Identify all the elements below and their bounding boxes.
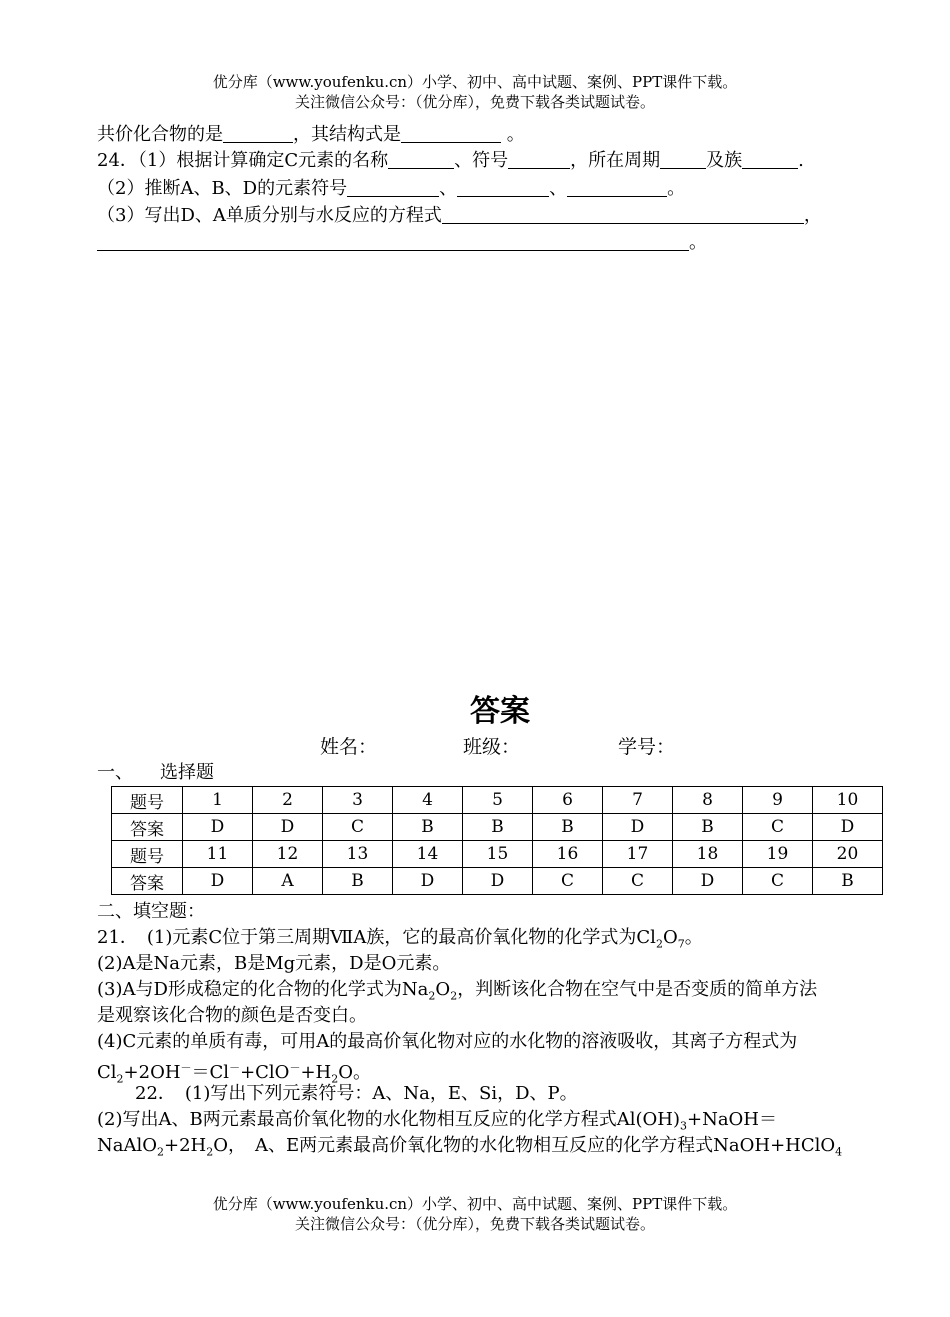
table-cell: B: [463, 814, 533, 841]
table-cell: B: [323, 868, 393, 895]
text: (3)A与D形成稳定的化合物的化学式为Na: [97, 979, 429, 1000]
table-cell: 18: [673, 841, 743, 868]
superscript: －: [180, 1061, 192, 1074]
text: O。: [338, 1062, 371, 1083]
q24-text-c: ，所在周期: [570, 150, 661, 171]
table-cell: A: [253, 868, 323, 895]
table-row: [112, 787, 883, 814]
q23-text-a: 共价化合物的是: [97, 124, 223, 145]
table-cell: C: [533, 868, 603, 895]
text: O， A、E两元素最高价氧化物的水化物相互反应的化学方程式NaOH+HClO: [213, 1135, 836, 1156]
table-cell: 13: [323, 841, 393, 868]
blank: [388, 148, 454, 169]
table-cell: 19: [743, 841, 813, 868]
text: 。: [684, 927, 703, 948]
separator: 、: [439, 178, 458, 199]
blank: [401, 122, 501, 143]
table-cell: 1: [183, 787, 253, 814]
row-header-cell: 题号: [112, 841, 183, 868]
blank: [347, 176, 439, 197]
subscript: 2: [655, 937, 663, 951]
table-cell: 7: [603, 787, 673, 814]
table-cell: C: [323, 814, 393, 841]
text: (2)写出A、B两元素最高价氧化物的水化物相互反应的化学方程式Al(OH): [97, 1109, 680, 1130]
subscript: 2: [206, 1145, 214, 1159]
text: ，判断该化合物在空气中是否变质的简单方法: [457, 979, 818, 1000]
q24-line-2: [97, 176, 910, 202]
answers-title: 答案: [470, 694, 530, 729]
table-cell: 10: [813, 787, 883, 814]
table-cell: D: [603, 814, 673, 841]
q24-text-d: 及族: [706, 150, 743, 171]
text: +2OH: [123, 1062, 181, 1083]
subscript: 2: [157, 1145, 164, 1159]
subscript: 2: [428, 989, 436, 1003]
table-cell: D: [253, 814, 323, 841]
answer-21-3b: 是观察该化合物的颜色是否变白。: [97, 1005, 367, 1026]
comma: ，: [803, 205, 822, 226]
table-cell: D: [183, 868, 253, 895]
answer-22-1: 22． (1)写出下列元素符号：A、Na，E、Si，D、P。: [135, 1083, 578, 1104]
text: +H: [300, 1062, 332, 1083]
q24-text-e: .: [798, 150, 804, 171]
text: ＝Cl: [191, 1062, 230, 1083]
blank: [442, 203, 804, 224]
table-row: [112, 868, 883, 895]
footer-line-1: 优分库（www.youfenku.cn）小学、初中、高中试题、案例、PPT课件下载。: [212, 1195, 738, 1213]
text: +ClO: [240, 1062, 290, 1083]
subscript: 7: [677, 937, 685, 951]
table-cell: D: [183, 814, 253, 841]
text: O: [662, 927, 678, 948]
superscript: －: [229, 1061, 241, 1074]
header-line-1: 优分库（www.youfenku.cn）小学、初中、高中试题、案例、PPT课件下载。: [212, 73, 738, 91]
table-cell: 16: [533, 841, 603, 868]
id-label: 学号：: [618, 736, 676, 758]
table-cell: D: [813, 814, 883, 841]
table-cell: C: [743, 814, 813, 841]
q23-tail-line: [97, 122, 910, 148]
table-cell: B: [533, 814, 603, 841]
section-2-heading: 二、填空题：: [97, 901, 205, 922]
q24-text-b: 、符号: [454, 150, 509, 171]
table-cell: B: [673, 814, 743, 841]
q24-text-a: 24．（1）根据计算确定C元素的名称: [97, 150, 389, 171]
blank: [567, 176, 667, 197]
subscript: 3: [679, 1119, 687, 1133]
blank: [97, 230, 689, 251]
text: Cl: [97, 1062, 117, 1083]
q24-line-1: [97, 148, 910, 174]
separator: 、: [549, 178, 568, 199]
q24-3-text: （3）写出D、A单质分别与水反应的方程式: [97, 205, 442, 226]
text: NaAlO: [97, 1135, 157, 1156]
answer-21-4: (4)C元素的单质有毒，可用A的最高价氧化物对应的水化物的溶液吸收，其离子方程式为: [97, 1031, 798, 1052]
row-header-cell: 答案: [112, 814, 183, 841]
table-row: [112, 841, 883, 868]
footer-line-2: 关注微信公众号：（优分库），免费下载各类试题试卷。: [294, 1215, 655, 1233]
table-cell: 8: [673, 787, 743, 814]
header-line-2: 关注微信公众号：（优分库），免费下载各类试题试卷。: [294, 93, 655, 111]
class-label: 班级：: [463, 736, 521, 758]
period: 。: [667, 178, 686, 199]
table-cell: C: [603, 868, 673, 895]
blank: [223, 122, 293, 143]
text: O: [435, 979, 451, 1000]
table-cell: C: [743, 868, 813, 895]
table-cell: 9: [743, 787, 813, 814]
table-cell: 12: [253, 841, 323, 868]
superscript: －: [289, 1061, 301, 1074]
table-row: [112, 814, 883, 841]
table-cell: 11: [183, 841, 253, 868]
row-header-cell: 答案: [112, 868, 183, 895]
name-label: 姓名：: [320, 736, 378, 758]
period: 。: [689, 232, 707, 253]
table-cell: B: [393, 814, 463, 841]
blank: [660, 148, 706, 169]
table-cell: 14: [393, 841, 463, 868]
q23-text-b: ，其结构式是: [293, 124, 401, 145]
blank: [457, 176, 549, 197]
subscript: 4: [835, 1145, 843, 1159]
table-cell: D: [463, 868, 533, 895]
table-cell: 15: [463, 841, 533, 868]
text: +NaOH＝: [686, 1109, 778, 1130]
q24-line-3: [97, 203, 910, 229]
table-cell: 20: [813, 841, 883, 868]
table-cell: 4: [393, 787, 463, 814]
q24-2-text: （2）推断A、B、D的元素符号: [97, 178, 348, 199]
subscript: 2: [331, 1072, 339, 1086]
table-cell: 6: [533, 787, 603, 814]
table-cell: 5: [463, 787, 533, 814]
table-cell: B: [813, 868, 883, 895]
blank: [508, 148, 570, 169]
q23-text-c: 。: [501, 124, 525, 145]
text: +2H: [164, 1135, 207, 1156]
table-cell: D: [393, 868, 463, 895]
text: 21． (1)元素C位于第三周期ⅦA族，它的最高价氧化物的化学式为Cl: [97, 927, 656, 948]
answer-21-2: (2)A是Na元素，B是Mg元素，D是O元素。: [97, 953, 451, 974]
q24-line-4: [97, 230, 910, 256]
subscript: 2: [116, 1072, 124, 1086]
table-cell: 2: [253, 787, 323, 814]
table-cell: D: [673, 868, 743, 895]
table-cell: 3: [323, 787, 393, 814]
answer-table: [111, 786, 883, 895]
blank: [742, 148, 798, 169]
table-cell: 17: [603, 841, 673, 868]
section-1-heading: 一、 选择题: [97, 762, 214, 783]
answer-22-3: [97, 1133, 842, 1166]
row-header-cell: 题号: [112, 787, 183, 814]
subscript: 2: [450, 989, 458, 1003]
